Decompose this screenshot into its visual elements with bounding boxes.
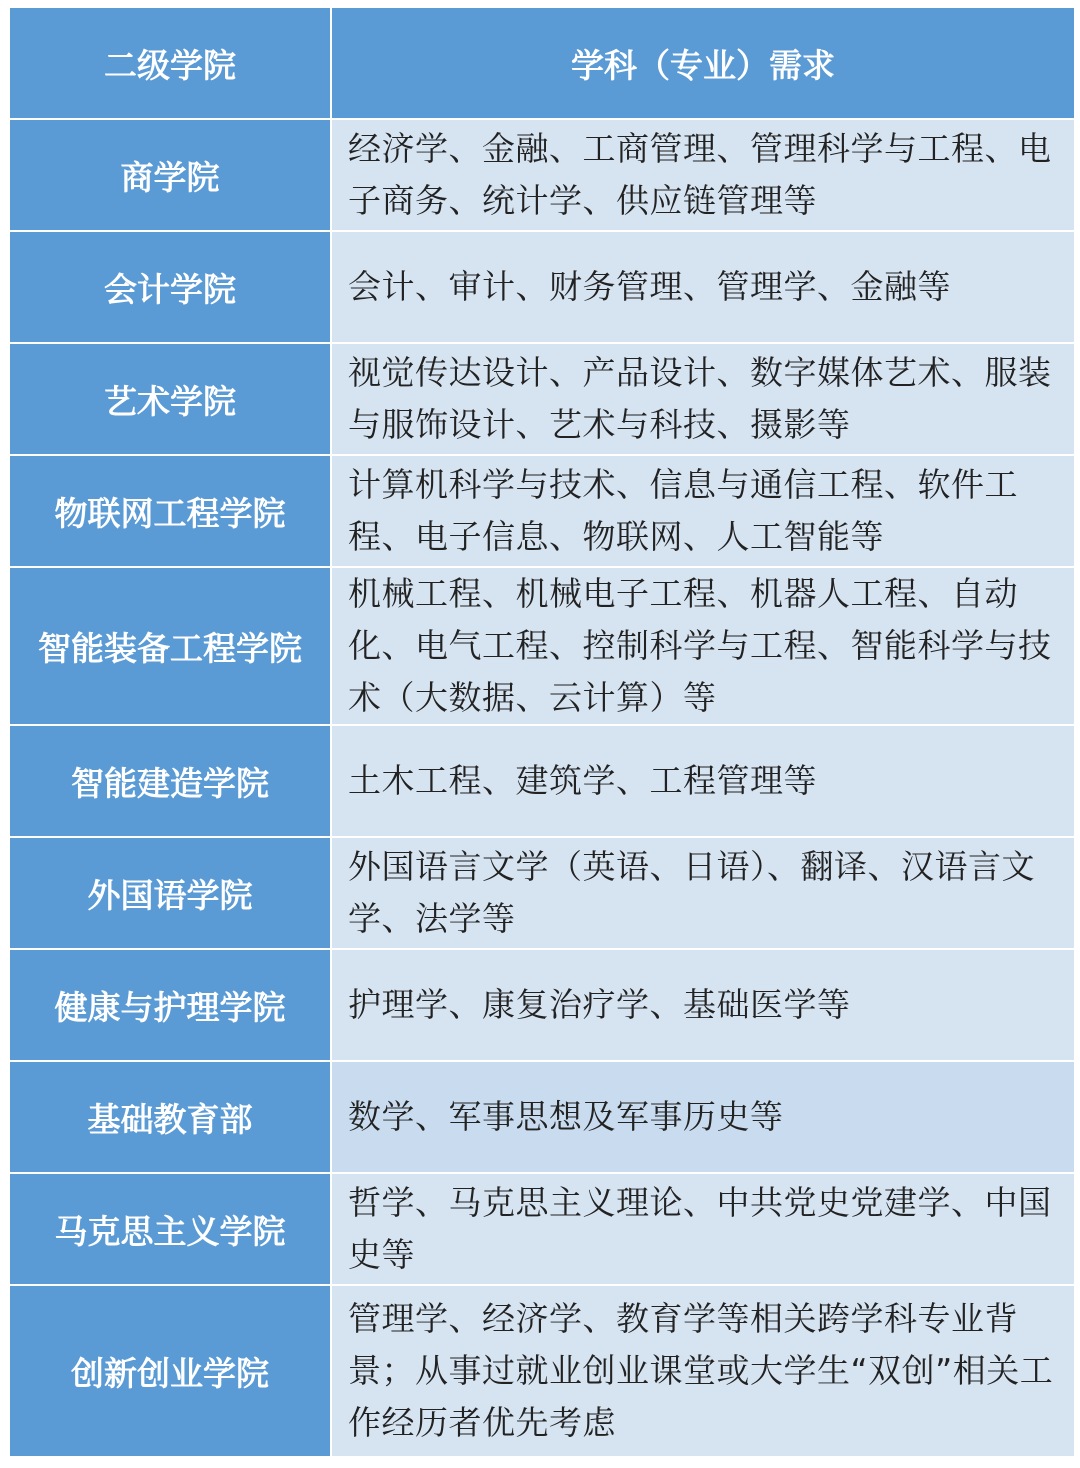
college-name: 智能装备工程学院 [10, 568, 332, 726]
header-college: 二级学院 [10, 8, 332, 120]
college-name: 会计学院 [10, 232, 332, 344]
requirement-text: 数学、军事思想及军事历史等 [332, 1062, 1074, 1174]
college-name: 基础教育部 [10, 1062, 332, 1174]
requirement-text: 机械工程、机械电子工程、机器人工程、自动化、电气工程、控制科学与工程、智能科学与技术（大数据、云计算）等 [332, 568, 1074, 726]
requirement-text: 计算机科学与技术、信息与通信工程、软件工程、电子信息、物联网、人工智能等 [332, 456, 1074, 568]
requirement-text: 土木工程、建筑学、工程管理等 [332, 726, 1074, 838]
college-name: 马克思主义学院 [10, 1174, 332, 1286]
college-name: 物联网工程学院 [10, 456, 332, 568]
college-name: 健康与护理学院 [10, 950, 332, 1062]
requirement-text: 视觉传达设计、产品设计、数字媒体艺术、服装与服饰设计、艺术与科技、摄影等 [332, 344, 1074, 456]
college-name: 商学院 [10, 120, 332, 232]
header-requirement: 学科（专业）需求 [332, 8, 1074, 120]
college-name: 创新创业学院 [10, 1286, 332, 1458]
college-name: 外国语学院 [10, 838, 332, 950]
requirement-text: 护理学、康复治疗学、基础医学等 [332, 950, 1074, 1062]
college-name: 艺术学院 [10, 344, 332, 456]
requirement-text: 管理学、经济学、教育学等相关跨学科专业背景；从事过就业创业课堂或大学生“双创”相关工作经历者优先考虑 [332, 1286, 1074, 1458]
requirement-text: 会计、审计、财务管理、管理学、金融等 [332, 232, 1074, 344]
requirement-text: 外国语言文学（英语、日语）、翻译、汉语言文学、法学等 [332, 838, 1074, 950]
recruitment-table [10, 8, 1074, 1458]
requirement-text: 经济学、金融、工商管理、管理科学与工程、电子商务、统计学、供应链管理等 [332, 120, 1074, 232]
requirement-text: 哲学、马克思主义理论、中共党史党建学、中国史等 [332, 1174, 1074, 1286]
college-name: 智能建造学院 [10, 726, 332, 838]
